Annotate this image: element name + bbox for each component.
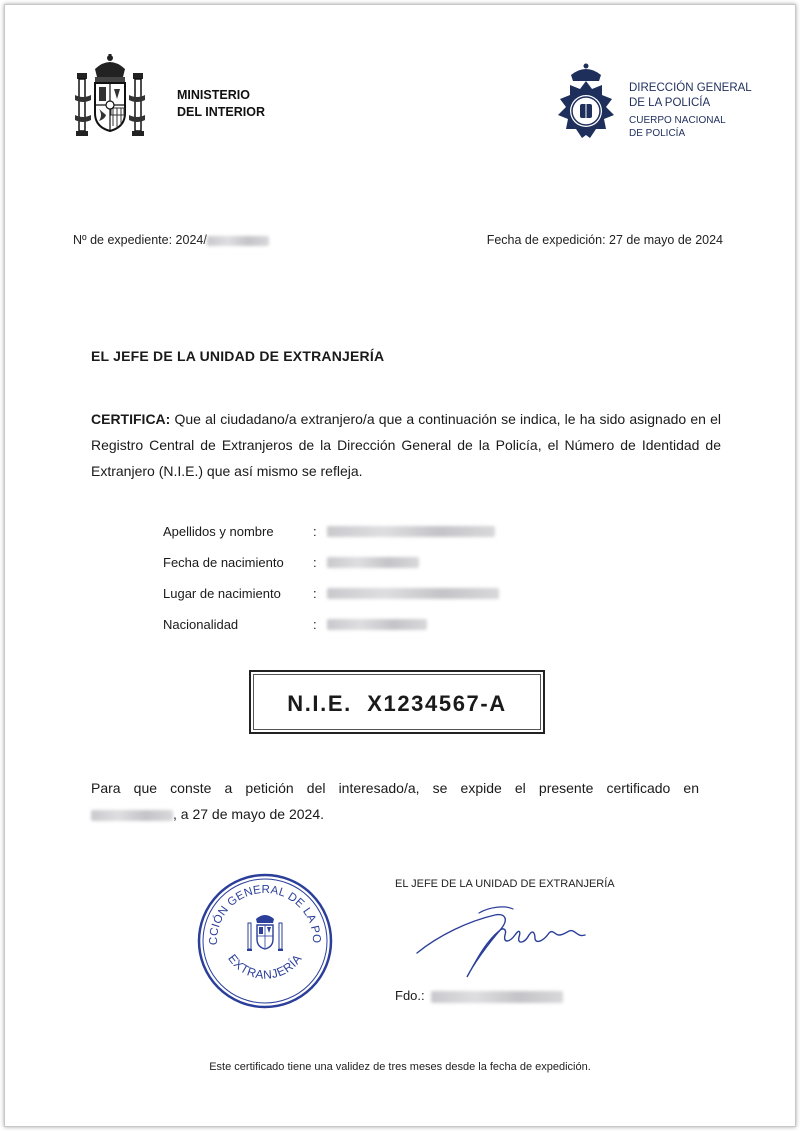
police-line-2: DE LA POLICÍA [629,97,711,109]
redacted-value [327,526,495,537]
ministry-line-1: MINISTERIO [177,88,250,102]
redacted-expediente [207,236,269,246]
expediente-label: Nº de expediente: 2024/ [73,233,207,247]
redacted-signer-name [431,991,563,1003]
official-stamp [195,871,335,1011]
field-colon: : [313,524,317,539]
svg-text:EXTRANJERÍA [225,952,304,982]
stamp-seal [195,871,335,1011]
handwritten-signature [409,885,609,985]
redacted-value [327,588,499,599]
field-label: Lugar de nacimiento [163,586,281,601]
field-colon: : [313,617,317,632]
svg-text:DIRECCIÓN GENERAL DE LA POLICÍ [195,871,322,945]
stamp-coat-of-arms-icon [247,915,283,951]
ministry-name [177,87,265,121]
validity-footer: Este certificado tiene una validez de tres meses desde la fecha de expedición. [209,1061,591,1073]
stamp-top-text: CCIÓN GENERAL DE LA PO [207,883,323,946]
field-label: Fecha de nacimiento [163,555,284,570]
ministry-header [73,51,273,147]
certificate-page [4,4,796,1127]
closing-paragraph [91,775,699,827]
redacted-city [91,810,173,821]
document-heading: EL JEFE DE LA UNIDAD DE EXTRANJERÍA [91,348,385,364]
police-header [553,61,773,151]
signer-title: EL JEFE DE LA UNIDAD DE EXTRANJERÍA [395,878,615,890]
signer-name [395,988,563,1003]
fdo-label: Fdo.: [395,988,425,1003]
field-label: Nacionalidad [163,617,239,632]
certifica-text: Que al ciudadano/a extranjero/a que a continuación se indica, le ha sido asignado en el Registro Central de Extranjeros de la Dirección General de la Policía, el Número de Identidad de Extranjero (N.I.E.) que así mismo se refleja. [91,411,721,479]
spanish-coat-of-arms-logo [73,51,147,147]
closing-line-1: Para que conste a petición del interesado/a, se expide el presente certificado en [91,780,699,796]
nie-number: N.I.E. X1234567-A [287,691,507,716]
redacted-value [327,557,419,568]
police-line-3: CUERPO NACIONAL [629,115,726,126]
police-line-4: DE POLICÍA [629,128,686,139]
certifica-paragraph [91,406,721,484]
police-name [629,81,752,140]
expediente-number [73,233,269,247]
field-colon: : [313,555,317,570]
redacted-value [327,619,427,630]
field-label: Apellidos y nombre [163,524,274,539]
ministry-line-2: DEL INTERIOR [177,105,265,119]
police-line-1: DIRECCIÓN GENERAL [629,82,752,94]
stamp-bottom-text: EXTRANJERÍA [225,951,305,982]
issue-date: Fecha de expedición: 27 de mayo de 2024 [486,233,723,247]
field-colon: : [313,586,317,601]
police-badge-logo [553,61,619,141]
closing-line-2 [91,801,699,827]
closing-date-text: , a 27 de mayo de 2024. [173,806,324,822]
certifica-label: CERTIFICA: [91,411,171,427]
nie-box [249,670,545,734]
